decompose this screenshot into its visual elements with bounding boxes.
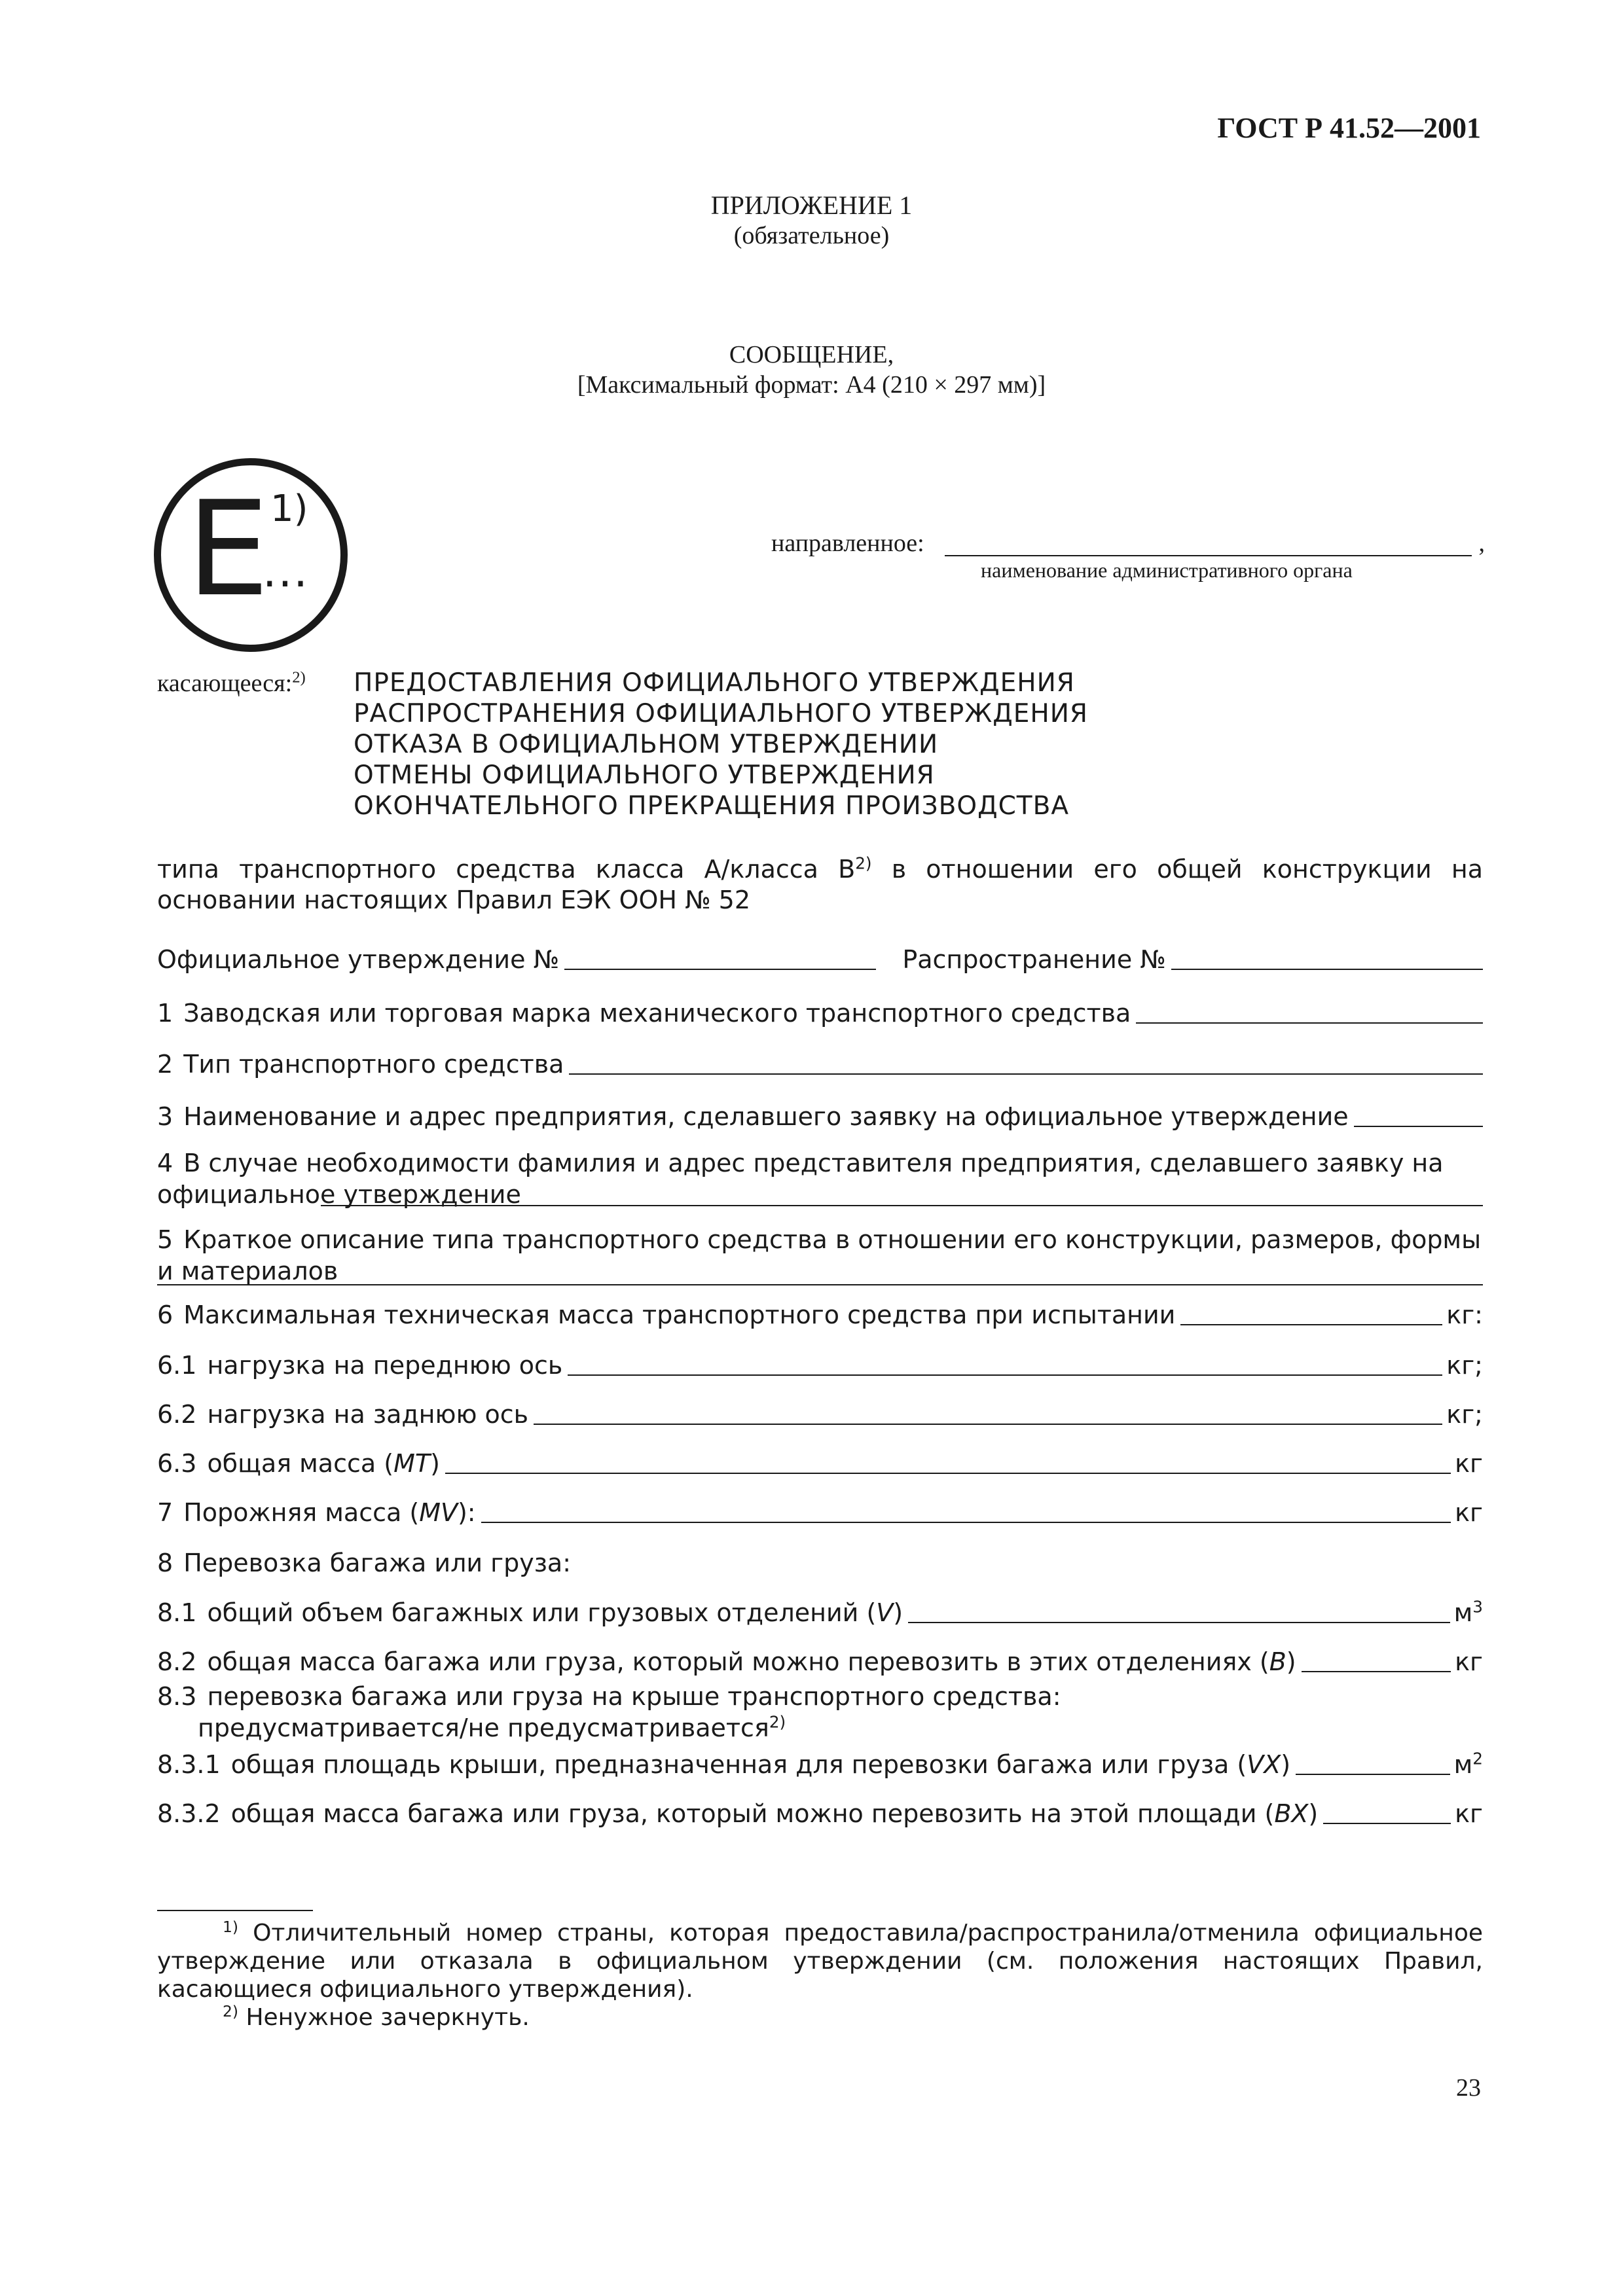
field-label: Перевозка багажа или груза:	[183, 1549, 572, 1578]
field-unit: кг;	[1446, 1351, 1483, 1380]
page-number: 23	[1456, 2074, 1481, 2102]
intro-text-b: в отношении его общей конструкции на основании настоящих Правил ЕЭК ООН № 52	[157, 855, 1483, 914]
field-label: Наименование и адрес предприятия, сделавшего заявку на официальное утверждение	[183, 1102, 1349, 1132]
field-8-3-2-row	[157, 1797, 1483, 1829]
field-8-1-input[interactable]	[908, 1622, 1450, 1623]
field-number: 6	[157, 1300, 173, 1330]
concerning-option[interactable]: РАСПРОСТРАНЕНИЯ ОФИЦИАЛЬНОГО УТВЕРЖДЕНИЯ	[354, 699, 1088, 728]
field-4-input[interactable]	[321, 1205, 1483, 1206]
roof-carriage-option[interactable]: предусматривается/не предусматривается	[198, 1713, 769, 1742]
approval-number-input[interactable]	[564, 969, 876, 970]
approval-number-row	[157, 942, 1483, 975]
concerning-option[interactable]: ПРЕДОСТАВЛЕНИЯ ОФИЦИАЛЬНОГО УТВЕРЖДЕНИЯ	[354, 668, 1075, 698]
vehicle-type-intro	[157, 854, 1483, 916]
annex-heading	[0, 190, 1623, 251]
field-number: 7	[157, 1498, 173, 1528]
field-5-input[interactable]	[157, 1284, 1483, 1285]
field-label: Тип транспортного средства	[183, 1050, 564, 1079]
field-label: Заводская или торговая марка механического транспортного средства	[183, 999, 1131, 1028]
field-number: 3	[157, 1102, 173, 1132]
field-symbol: VX	[1247, 1750, 1281, 1780]
field-2-row	[157, 1047, 1483, 1080]
extension-number-label: Распространение №	[902, 945, 1166, 975]
field-6-1-row	[157, 1348, 1483, 1381]
field-6-row	[157, 1298, 1483, 1331]
field-label-end: )	[1281, 1750, 1291, 1780]
footnote-mark: 1)	[223, 1918, 239, 1937]
message-title: СООБЩЕНИЕ,	[729, 341, 894, 368]
concerning-option[interactable]: ОТКАЗА В ОФИЦИАЛЬНОМ УТВЕРЖДЕНИИ	[354, 730, 939, 759]
field-7-row	[157, 1496, 1483, 1528]
field-1-input[interactable]	[1136, 1022, 1483, 1024]
field-number: 2	[157, 1050, 173, 1079]
field-3-input[interactable]	[1354, 1126, 1483, 1127]
field-unit: кг	[1455, 1647, 1483, 1677]
footnotes	[157, 1919, 1483, 2032]
field-label-end: )	[1308, 1799, 1319, 1829]
footnote-2	[157, 2003, 1483, 2032]
field-7-input[interactable]	[481, 1522, 1451, 1523]
standard-code: ГОСТ Р 41.52—2001	[1217, 112, 1481, 144]
field-label: нагрузка на заднюю ось	[207, 1400, 529, 1429]
e-mark-footnote: 1)	[270, 488, 308, 530]
field-6-3-row	[157, 1446, 1483, 1479]
field-6-2-input[interactable]	[534, 1424, 1442, 1425]
field-label: нагрузка на переднюю ось	[207, 1351, 563, 1380]
sent-to-comma: ,	[1478, 529, 1485, 557]
field-label-end: )	[430, 1449, 440, 1479]
annex-title: ПРИЛОЖЕНИЕ 1	[710, 190, 913, 220]
field-8-2-row	[157, 1645, 1483, 1677]
field-8-3-block	[157, 1681, 1483, 1744]
field-label: перевозка багажа или груза на крыше транспортного средства:	[207, 1682, 1061, 1711]
field-label-end: )	[893, 1598, 903, 1628]
e-mark-dots: ...	[263, 546, 309, 598]
field-symbol: MT	[393, 1449, 431, 1479]
field-label: общая масса (	[207, 1449, 394, 1479]
concerning-option[interactable]: ОКОНЧАТЕЛЬНОГО ПРЕКРАЩЕНИЯ ПРОИЗВОДСТВА	[354, 791, 1070, 821]
field-5-block	[157, 1224, 1483, 1287]
intro-footnote: 2)	[855, 853, 872, 873]
field-number: 6.2	[157, 1400, 197, 1429]
field-symbol: BX	[1274, 1799, 1309, 1829]
field-number: 8.1	[157, 1598, 197, 1628]
field-4-block	[157, 1147, 1483, 1210]
concerning-option[interactable]: ОТМЕНЫ ОФИЦИАЛЬНОГО УТВЕРЖДЕНИЯ	[354, 761, 935, 790]
field-label: общая масса багажа или груза, который можно перевозить в этих отделениях (	[207, 1647, 1269, 1677]
concerning-footnote: 2)	[292, 668, 306, 687]
field-unit: кг;	[1446, 1400, 1483, 1429]
field-symbol: B	[1269, 1647, 1286, 1677]
field-number: 8.2	[157, 1647, 197, 1677]
field-label: общий объем багажных или грузовых отделений (	[207, 1598, 877, 1628]
approval-number-label: Официальное утверждение №	[157, 945, 560, 975]
field-number: 6.1	[157, 1351, 197, 1380]
field-8-3-1-input[interactable]	[1296, 1774, 1450, 1775]
message-format: [Максимальный формат: А4 (210 × 297 мм)]	[577, 370, 1046, 399]
intro-text-a: типа транспортного средства класса А/класса В	[157, 855, 856, 884]
concerning-label	[157, 669, 306, 699]
field-label: Краткое описание типа транспортного средства в отношении его конструкции, размеров, формы и материалов	[157, 1225, 1482, 1285]
field-unit: кг	[1455, 1449, 1483, 1479]
field-unit: кг	[1455, 1498, 1483, 1528]
sent-to-caption: наименование административного органа	[981, 558, 1353, 582]
field-number: 4	[157, 1149, 173, 1177]
message-heading	[0, 340, 1623, 400]
field-8-row	[157, 1546, 1483, 1579]
field-symbol: MV	[419, 1498, 458, 1528]
field-label: В случае необходимости фамилия и адрес представителя предприятия, сделавшего заявку на официальное утверждение	[157, 1149, 1444, 1209]
field-label-end: ):	[457, 1498, 476, 1528]
field-label-end: )	[1286, 1647, 1296, 1677]
field-label: общая площадь крыши, предназначенная для перевозки багажа или груза (	[230, 1750, 1247, 1780]
field-6-1-input[interactable]	[568, 1374, 1442, 1376]
field-8-1-row	[157, 1596, 1483, 1628]
field-number: 1	[157, 999, 173, 1028]
footnote-text: Отличительный номер страны, которая предоставила/распространила/отменила официальное утверждение или отказала в официальном утверждении (см. положения настоящих Правил, касающиеся официального утверждения).	[157, 1920, 1483, 2003]
sent-to-label: направленное:	[771, 529, 924, 557]
field-unit-power: 3	[1472, 1597, 1483, 1617]
sent-to-line[interactable]	[945, 555, 1472, 556]
field-label: Порожняя масса (	[183, 1498, 420, 1528]
field-2-input[interactable]	[569, 1073, 1483, 1075]
footnote-mark: 2)	[223, 2002, 239, 2021]
field-6-3-input[interactable]	[445, 1473, 1451, 1474]
field-8-3-2-input[interactable]	[1323, 1823, 1451, 1824]
field-8-3-1-row	[157, 1748, 1483, 1780]
field-number: 6.3	[157, 1449, 197, 1479]
field-label: Максимальная техническая масса транспортного средства при испытании	[183, 1300, 1176, 1330]
footnote-1	[157, 1919, 1483, 2003]
field-footnote: 2)	[769, 1712, 786, 1732]
field-8-2-input[interactable]	[1302, 1671, 1451, 1672]
field-number: 8.3.1	[157, 1750, 221, 1780]
field-unit-power: 2	[1472, 1749, 1483, 1768]
field-number: 8	[157, 1549, 173, 1578]
field-unit: кг	[1455, 1799, 1483, 1829]
annex-subtitle: (обязательное)	[733, 222, 890, 249]
field-symbol: V	[876, 1598, 894, 1628]
field-unit: м	[1453, 1750, 1473, 1780]
field-label: общая масса багажа или груза, который можно перевозить на этой площади (	[230, 1799, 1275, 1829]
concerning-label-text: касающееся:	[157, 670, 293, 697]
field-number: 5	[157, 1225, 173, 1254]
e-mark-letter: E	[187, 473, 270, 626]
field-6-2-row	[157, 1397, 1483, 1430]
footnote-text: Ненужное зачеркнуть.	[238, 2004, 530, 2031]
field-3-row	[157, 1100, 1483, 1132]
footnote-separator	[157, 1910, 313, 1911]
field-number: 8.3	[157, 1682, 197, 1711]
extension-number-input[interactable]	[1171, 969, 1483, 970]
field-1-row	[157, 996, 1483, 1029]
sent-to-field[interactable]	[771, 529, 1485, 562]
field-unit: кг:	[1446, 1300, 1483, 1330]
e-mark-symbol	[154, 458, 350, 655]
field-6-input[interactable]	[1180, 1324, 1442, 1325]
field-unit: м	[1453, 1598, 1473, 1628]
field-number: 8.3.2	[157, 1799, 221, 1829]
concerning-options	[354, 668, 1088, 821]
